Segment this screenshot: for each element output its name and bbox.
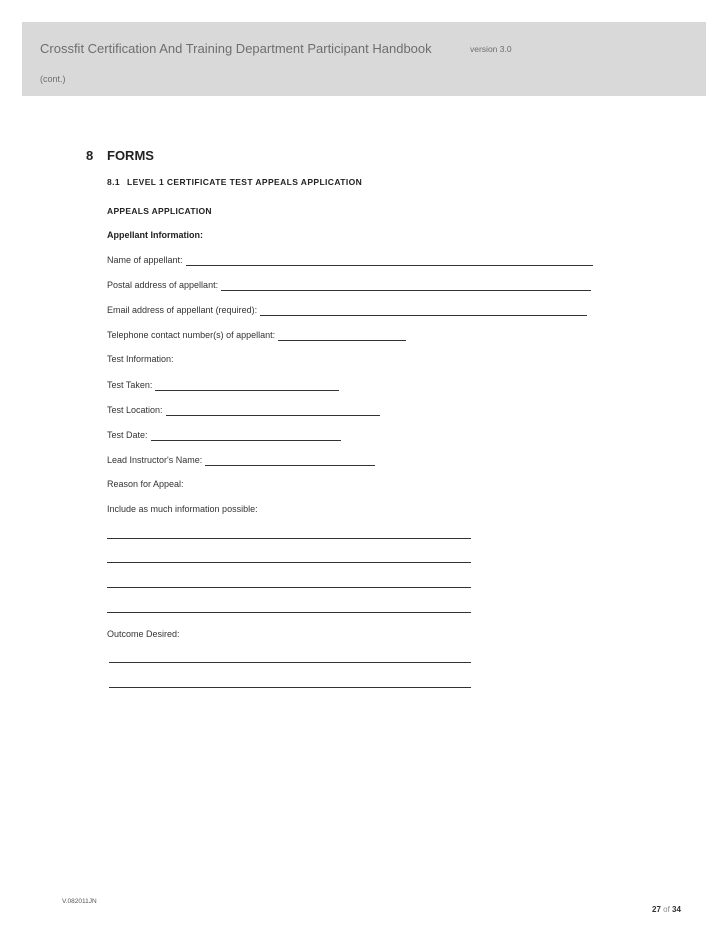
subsection-heading (107, 177, 362, 187)
lead-instructor-field (107, 454, 375, 466)
appellant-info-label: Appellant Information: (107, 230, 203, 240)
reason-label: Reason for Appeal: (107, 479, 184, 489)
test-location-line[interactable] (166, 406, 380, 416)
document-title: Crossfit Certification And Training Department Participant Handbook (40, 41, 432, 56)
appellant-name-field (107, 254, 593, 266)
outcome-label: Outcome Desired: (107, 629, 180, 639)
section-title: FORMS (107, 148, 154, 163)
page-of: of (663, 905, 670, 914)
include-info-label: Include as much information possible: (107, 504, 258, 514)
document-version: version 3.0 (470, 44, 512, 54)
outcome-line-1[interactable] (109, 662, 471, 663)
page-total: 34 (672, 905, 681, 914)
telephone-label: Telephone contact number(s) of appellant: (107, 330, 276, 340)
postal-address-line[interactable] (221, 281, 591, 291)
reason-line-1[interactable] (107, 538, 471, 539)
page-current: 27 (652, 905, 661, 914)
test-date-line[interactable] (151, 431, 341, 441)
test-taken-label: Test Taken: (107, 380, 153, 390)
test-date-field (107, 429, 341, 441)
header-band (22, 22, 706, 96)
page-number (652, 905, 681, 914)
test-info-label: Test Information: (107, 354, 174, 364)
outcome-line-2[interactable] (109, 687, 471, 688)
lead-instructor-label: Lead Instructor's Name: (107, 455, 203, 465)
form-title: APPEALS APPLICATION (107, 206, 212, 216)
subsection-number: 8.1 (107, 177, 121, 187)
postal-address-label: Postal address of appellant: (107, 280, 219, 290)
test-taken-field (107, 379, 339, 391)
footer-code: V.082011JN (62, 898, 97, 905)
continued-note: (cont.) (40, 74, 66, 84)
postal-address-field (107, 279, 591, 291)
appellant-name-label: Name of appellant: (107, 255, 183, 265)
test-date-label: Test Date: (107, 430, 148, 440)
test-location-label: Test Location: (107, 405, 163, 415)
telephone-field (107, 329, 406, 341)
reason-line-4[interactable] (107, 612, 471, 613)
telephone-line[interactable] (278, 331, 406, 341)
email-address-field (107, 304, 587, 316)
section-heading (86, 148, 154, 163)
test-taken-line[interactable] (155, 381, 339, 391)
email-address-line[interactable] (260, 306, 587, 316)
reason-line-3[interactable] (107, 587, 471, 588)
test-location-field (107, 404, 380, 416)
reason-line-2[interactable] (107, 562, 471, 563)
appellant-name-line[interactable] (186, 256, 593, 266)
lead-instructor-line[interactable] (205, 456, 375, 466)
subsection-title: LEVEL 1 CERTIFICATE TEST APPEALS APPLICATION (127, 177, 363, 187)
email-address-label: Email address of appellant (required): (107, 305, 258, 315)
section-number: 8 (86, 148, 94, 163)
